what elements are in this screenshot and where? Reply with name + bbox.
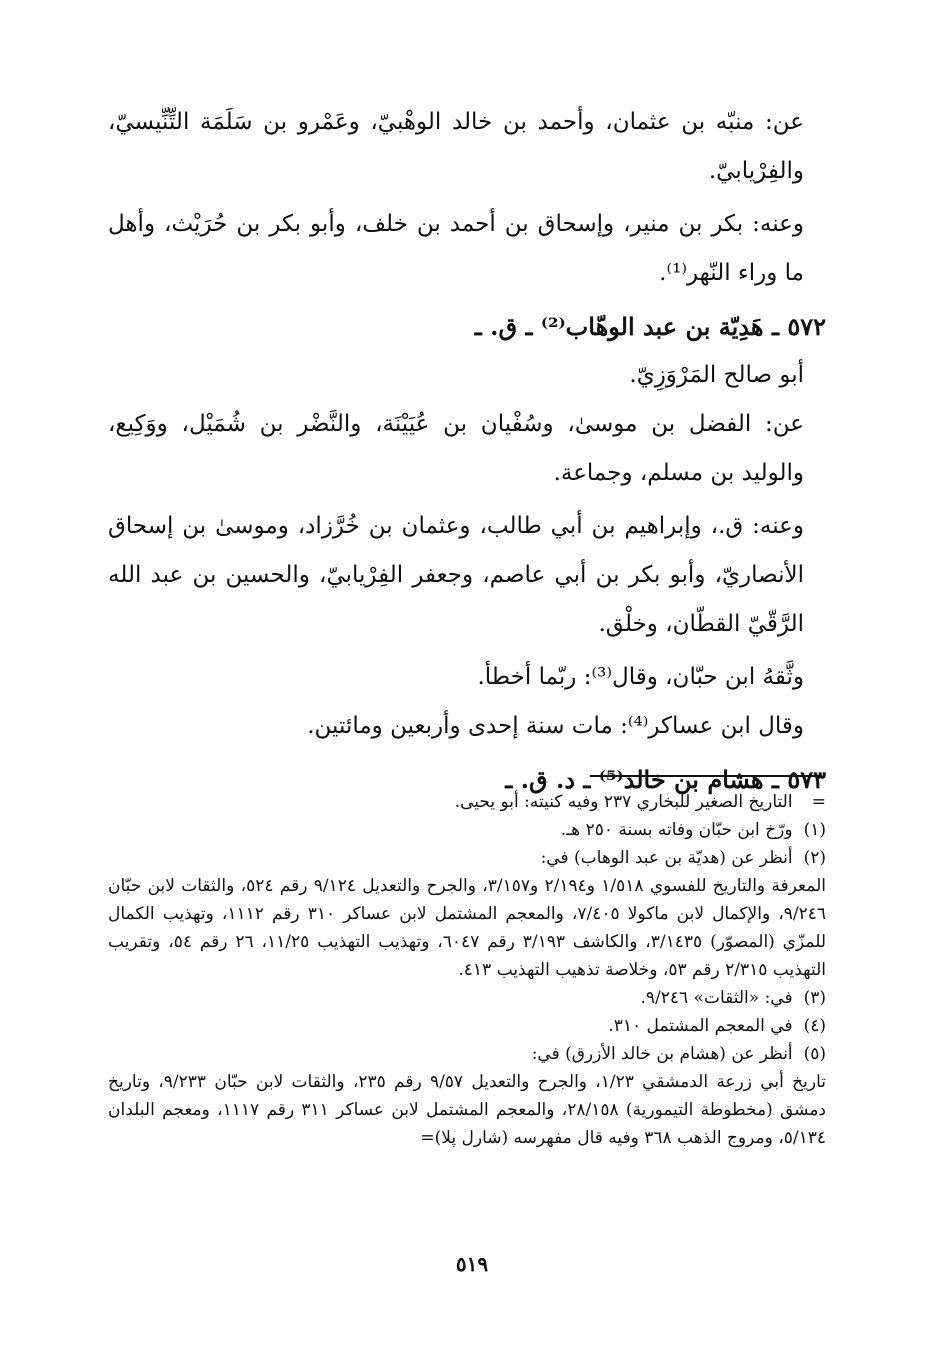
footnote-5-text: أنظر عن (هشام بن خالد الأزرق) في: [531, 1044, 793, 1064]
footnote-5-number: (٥) [803, 1044, 826, 1064]
entry-572-kunya: أبو صالح المَرْوَزِيّ. [629, 362, 804, 388]
footnotes [108, 788, 826, 1152]
footnote-2-sources: المعرفة والتاريخ للفسوي ١/٥١٨ و٢/١٩٤ و٣/١٥٧، والجرح والتعديل ٩/١٢٤ رقم ٥٢٤، والثقات لابن حبّان ٩/٢٤٦، والإكمال لابن ماكولا ٧/٤٠٥، والمعجم المشتمل لابن عساكر ٣١٠ رقم ١١١٢، وتهذيب الكمال للمزّي (المصوّر) ٣/١٤٣٥، والكاشف ٣/١٩٣ رقم ٦٠٤٧، وتهذيب التهذيب ١١/٢٥، ٢٦ رقم ٥٤، وتقريب التهذيب ٢/٣١٥ رقم ٥٣، وخلاصة تذهيب التهذيب ٤١٣. [108, 876, 827, 980]
footnote-4 [108, 1012, 826, 1040]
footnote-4-number: (٤) [803, 1016, 826, 1036]
main-text [108, 98, 826, 804]
footnote-3 [108, 984, 826, 1012]
entry-572-heading: ٥٧٢ ـ هَدِيّة بن عبد الوهّاب⁽²⁾ ـ ق. ـ [474, 312, 826, 341]
footnote-1 [108, 816, 826, 844]
entry-572-grading: وثَّقهُ ابن حبّان، وقال⁽³⁾: ربّما أخطأ. [477, 664, 804, 690]
footnote-continuation-mark: = [811, 792, 826, 812]
paragraph-narrators-to: وعنه: بكر بن منير، وإسحاق بن أحمد بن خلف، وأبو بكر بن حُرَيْث، وأهل ما وراء النّهر⁽¹⁾. [108, 211, 804, 286]
footnote-continuation-text: التاريخ الصغير للبخاري ٢٣٧ وفيه كنيته: أبو يحيى. [454, 792, 793, 812]
footnote-separator [590, 775, 822, 777]
footnote-4-text: في المعجم المشتمل ٣١٠. [608, 1016, 793, 1036]
footnote-2-text: أنظر عن (هديّة بن عبد الوهاب) في: [540, 848, 793, 868]
page-number: ٥١٩ [455, 1252, 489, 1276]
entry-573-heading: ٥٧٣ ـ هشام بن خالد⁽⁵⁾ ـ د. ق. ـ [505, 765, 826, 794]
footnote-1-text: ورّخ ابن حبّان وفاته بسنة ٢٥٠ هـ. [560, 820, 793, 840]
footnote-5-sources: تاريخ أبي زرعة الدمشقي ١/٢٣، والجرح والتعديل ٩/٥٧ رقم ٢٣٥، والثقات لابن حبّان ٩/٢٣٣، وتاريخ دمشق (مخطوطة التيمورية) ٢٨/١٥٨، والمعجم المشتمل لابن عساكر ٣١١ رقم ١١١٧، ومعجم البلدان ٥/١٣٤، ومروج الذهب ٣٦٨ وفيه قال مفهرسه (شارل پلا)= [108, 1072, 827, 1148]
footnote-3-text: في: «الثقات» ٩/٢٤٦. [640, 988, 793, 1008]
footnote-3-number: (٣) [803, 988, 826, 1008]
footnote-continuation [108, 788, 826, 816]
entry-572-death: وقال ابن عساكر⁽⁴⁾: مات سنة إحدى وأربعين ومائتين. [307, 713, 804, 739]
entry-572-narrators-from: عن: الفضل بن موسىٰ، وسُفْيان بن عُيَيْنَة، والنَّضْر بن شُمَيْل، ووَكِيع، والوليد بن مسلم، وجماعة. [108, 411, 804, 486]
footnote-2-number: (٢) [803, 848, 826, 868]
entry-572-narrators-to: وعنه: ق.، وإبراهيم بن أبي طالب، وعثمان بن خُرَّزاد، وموسىٰ بن إسحاق الأنصاريّ، وأبو بكر بن أبي عاصم، وجعفر الفِرْيابيّ، والحسين بن عبد الله الرَّقّيّ القطّان، وخلْق. [108, 513, 804, 637]
footnote-2 [108, 844, 826, 872]
footnote-5 [108, 1040, 826, 1068]
paragraph-narrators-from: عن: منبّه بن عثمان، وأحمد بن خالد الوهْبيّ، وعَمْرو بن سَلَمَة التِّنِّيسيّ، والفِرْيابيّ. [108, 109, 804, 184]
footnote-1-number: (١) [803, 820, 826, 840]
